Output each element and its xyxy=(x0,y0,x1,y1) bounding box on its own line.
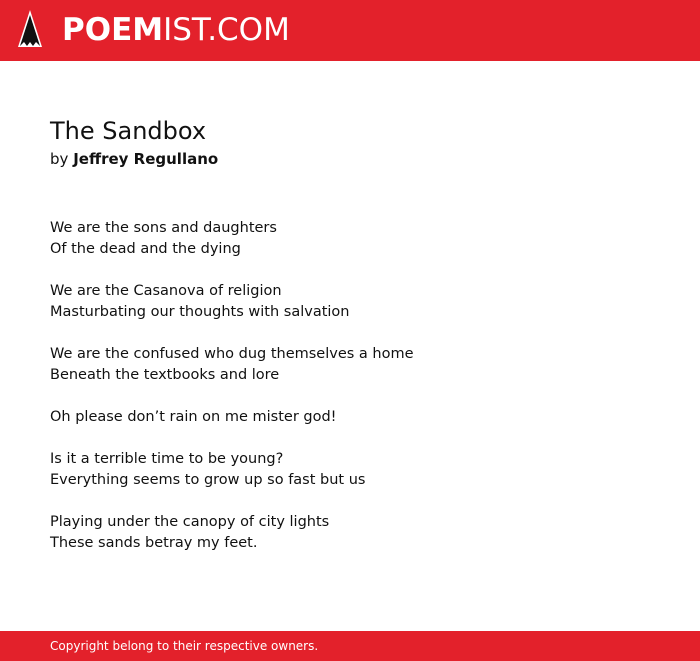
copyright-text: Copyright belong to their respective owners. xyxy=(50,639,319,653)
poem-line: Oh please don’t rain on me mister god! xyxy=(50,409,337,425)
poem-line: Everything seems to grow up so fast but us xyxy=(50,472,366,488)
poem-line: We are the sons and daughters xyxy=(50,220,277,236)
poem-line: Is it a terrible time to be young? xyxy=(50,451,284,467)
poem-line: Masturbating our thoughts with salvation xyxy=(50,304,350,320)
poem-line: Of the dead and the dying xyxy=(50,241,241,257)
poem-byline xyxy=(50,148,218,170)
poem-body xyxy=(50,218,650,575)
poem-line: We are the confused who dug themselves a home xyxy=(50,346,414,362)
poem-title: The Sandbox xyxy=(50,117,207,145)
poem-line: Playing under the canopy of city lights xyxy=(50,514,330,530)
by-label: by xyxy=(50,150,69,168)
poem-line: Beneath the textbooks and lore xyxy=(50,367,280,383)
poem-stanza xyxy=(50,218,650,260)
poem-line: We are the Casanova of religion xyxy=(50,283,282,299)
poem-line: These sands betray my feet. xyxy=(50,535,258,551)
site-logo[interactable] xyxy=(62,12,290,48)
poem-stanza xyxy=(50,512,650,554)
poem-stanza xyxy=(50,281,650,323)
site-header xyxy=(0,0,700,61)
poem-author: Jeffrey Regullano xyxy=(73,150,219,168)
poem-stanza xyxy=(50,407,650,428)
site-footer xyxy=(0,631,700,661)
logo-text-bold: POEM xyxy=(62,12,164,48)
logo-text-light: IST.COM xyxy=(163,12,290,48)
poem-stanza xyxy=(50,344,650,386)
pencil-tip-icon[interactable] xyxy=(16,9,44,51)
poem-stanza xyxy=(50,449,650,491)
